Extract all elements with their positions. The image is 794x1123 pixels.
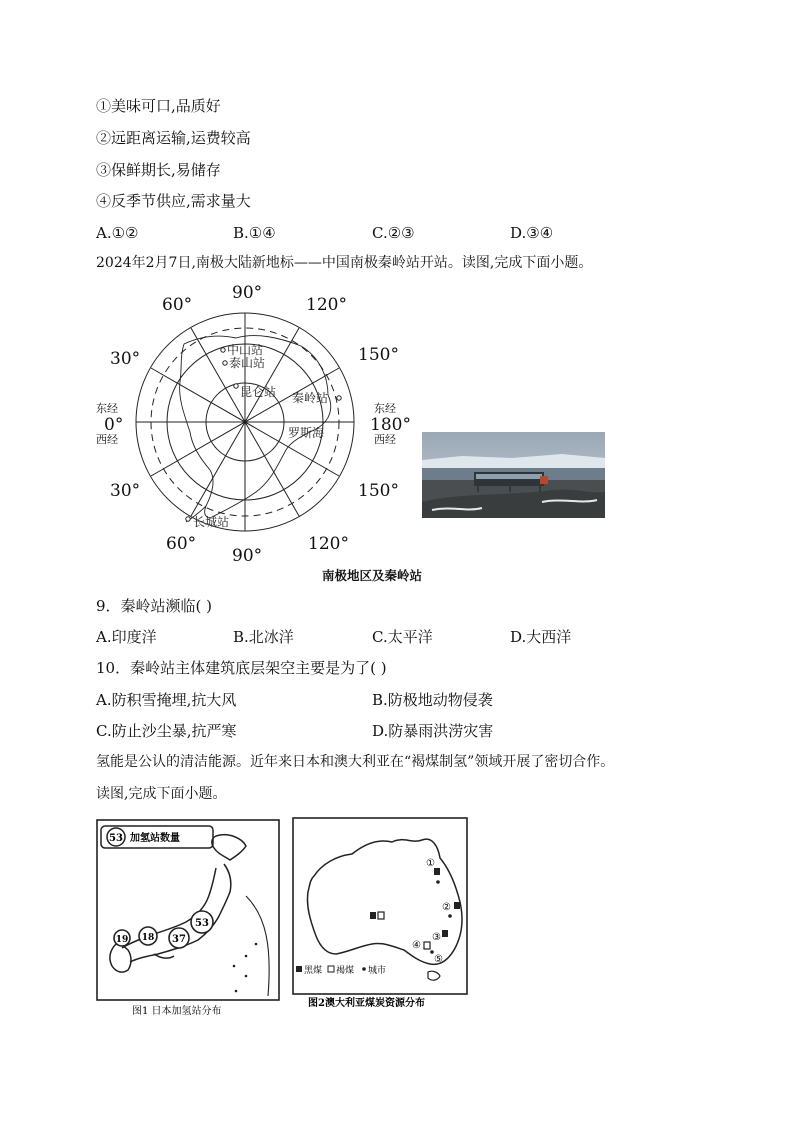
- marker-2: ②: [442, 902, 451, 913]
- question-9: 9．秦岭站濒临( ): [96, 597, 213, 615]
- legend-city: 城市: [368, 966, 387, 976]
- west-label-right: 西经: [374, 433, 396, 446]
- japan-hydrogen-map: [96, 816, 286, 1022]
- label-kunlun: 昆仑站: [240, 385, 277, 399]
- count-18: 18: [141, 933, 155, 943]
- q9-option-a[interactable]: A.印度洋: [96, 628, 157, 646]
- lon-150-upper: 150°: [358, 345, 399, 365]
- lon-60-top: 60°: [162, 295, 193, 315]
- lon-120-top: 120°: [306, 295, 347, 315]
- label-qinling: 秦岭站: [292, 391, 329, 405]
- east-label-right: 东经: [374, 402, 396, 415]
- antarctic-map: [96, 280, 416, 570]
- q10-option-c[interactable]: C.防止沙尘暴,抗严寒: [96, 722, 237, 740]
- fig1-caption: 图1 日本加氢站分布: [132, 1006, 222, 1017]
- fig1-legend-label: 加氢站数量: [130, 833, 180, 844]
- east-label-left: 东经: [96, 402, 118, 415]
- taishan-dot: [223, 361, 227, 365]
- q10-option-d[interactable]: D.防暴雨洪涝灾害: [372, 722, 494, 740]
- statement-2: ②远距离运输,运费较高: [96, 129, 251, 147]
- statement-1: ①美味可口,品质好: [96, 97, 221, 115]
- changcheng-dot: [186, 517, 190, 521]
- q9-option-b[interactable]: B.北冰洋: [233, 628, 294, 646]
- q8-option-d[interactable]: D.③④: [510, 224, 554, 242]
- label-zhongshan: 中山站: [227, 343, 264, 357]
- question-10: 10．秦岭站主体建筑底层架空主要是为了( ): [96, 659, 387, 677]
- label-ross-sea: 罗斯海: [288, 426, 325, 440]
- lon-60-bottom: 60°: [166, 534, 197, 554]
- lon-120-bottom: 120°: [308, 534, 349, 554]
- australia-coal-map: [292, 816, 474, 1012]
- label-changcheng: 长城站: [193, 515, 230, 529]
- lon-180: 180°: [370, 415, 411, 435]
- count-37: 37: [172, 934, 186, 945]
- marker-5: ⑤: [434, 954, 443, 965]
- qinling-station-photo: [422, 432, 605, 518]
- lon-30-upper: 30°: [110, 349, 141, 369]
- legend-brown-coal-icon: [328, 966, 334, 972]
- q9-option-c[interactable]: C.太平洋: [372, 628, 433, 646]
- statement-3: ③保鲜期长,易储存: [96, 161, 221, 179]
- q8-option-c[interactable]: C.②③: [372, 224, 415, 242]
- intro-hydrogen-1: 氢能是公认的清洁能源。近年来日本和澳大利亚在“褐煤制氢”领域开展了密切合作。: [96, 754, 615, 770]
- legend-black-coal-icon: [296, 966, 302, 972]
- legend-city-icon: [362, 967, 366, 971]
- count-53: 53: [195, 918, 209, 929]
- marker-1: ①: [426, 858, 435, 869]
- legend-black-coal: 黑煤: [304, 966, 323, 976]
- fig1-legend-num: 53: [109, 833, 123, 844]
- label-taishan: 泰山站: [229, 356, 266, 370]
- lon-150-lower: 150°: [358, 481, 399, 501]
- caption-antarctic: 南极地区及秦岭站: [322, 568, 423, 583]
- q9-option-d[interactable]: D.大西洋: [510, 628, 572, 646]
- zhongshan-dot: [221, 348, 225, 352]
- q10-option-a[interactable]: A.防积雪掩埋,抗大风: [96, 691, 237, 709]
- lon-90-top: 90°: [232, 283, 263, 303]
- lon-90-bottom: 90°: [232, 546, 263, 566]
- kunlun-dot: [234, 384, 238, 388]
- q8-option-b[interactable]: B.①④: [233, 224, 276, 242]
- marker-3: ③: [432, 932, 441, 943]
- q8-option-a[interactable]: A.①②: [96, 224, 139, 242]
- west-label-left: 西经: [96, 433, 118, 446]
- statement-4: ④反季节供应,需求量大: [96, 192, 251, 210]
- marker-4: ④: [412, 940, 421, 951]
- intro-qinling: 2024年2月7日,南极大陆新地标——中国南极秦岭站开站。读图,完成下面小题。: [96, 255, 593, 271]
- lon-30-lower: 30°: [110, 481, 141, 501]
- count-19: 19: [115, 935, 129, 945]
- intro-hydrogen-2: 读图,完成下面小题。: [96, 786, 227, 802]
- fig2-caption: 图2澳大利亚煤炭资源分布: [308, 998, 425, 1009]
- legend-brown-coal: 褐煤: [336, 966, 355, 976]
- lon-0: 0°: [104, 415, 124, 435]
- q10-option-b[interactable]: B.防极地动物侵袭: [372, 691, 493, 709]
- qinling-dot: [337, 396, 341, 400]
